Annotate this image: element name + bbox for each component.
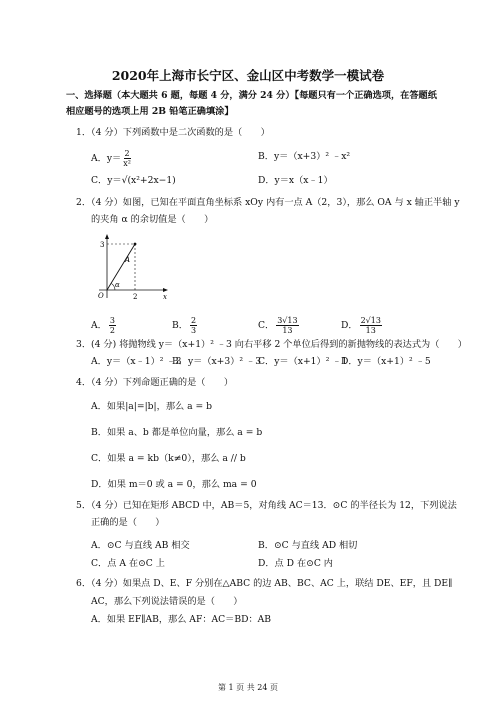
q3-option-a: A．y＝（x﹣1）² ﹣3 <box>91 356 182 367</box>
fraction-denominator: 3 <box>190 326 197 335</box>
q2-option-b <box>172 316 199 335</box>
x-axis-label: x <box>163 293 167 301</box>
fraction-denominator: x² <box>123 159 131 168</box>
q3-stem: 3．(4 分) 将抛物线 y＝（x+1）² ﹣3 向右平移 2 个单位后得到的新抛物线的表达式为（ ） <box>76 339 467 350</box>
q2-option-c-label: C． <box>258 320 275 331</box>
q2-option-c <box>258 316 301 335</box>
fraction-numerator: 2 <box>190 316 197 325</box>
q3-option-d: D．y＝（x+1）² ﹣5 <box>341 356 431 367</box>
fraction-numerator: 2√13 <box>360 316 381 325</box>
coordinate-figure <box>93 232 183 304</box>
fraction-numerator: 3√13 <box>277 316 298 325</box>
y-tick-label: 3 <box>100 241 105 249</box>
section-heading-line1: 一、选择题（本大题共 6 题，每题 4 分，满分 24 分）【每题只有一个正确选项，在答题纸 <box>66 90 437 101</box>
q6-stem-line1: 6．（4 分）如果点 D、E、F 分别在△ABC 的边 AB、BC、AC 上，联结 DE、EF，且 DE∥ <box>76 578 453 589</box>
q5-option-d: D．点 D 在⊙C 内 <box>258 558 333 569</box>
q4-option-b: B．如果 a、b 都是单位向量，那么 a = b <box>91 427 263 438</box>
q2-option-b-label: B． <box>172 320 188 331</box>
section-heading-line2: 相应题号的选项上用 2B 铅笔正确填涂】 <box>66 106 234 117</box>
q4-option-c: C．如果 a = kb（k≠0），那么 a // b <box>91 453 246 464</box>
q4-option-a: A．如果|a|=|b|，那么 a = b <box>91 401 213 412</box>
q3-option-c: C．y＝（x+1）² ﹣1 <box>258 356 348 367</box>
fraction-numerator: 3 <box>109 316 115 325</box>
angle-alpha-label: α <box>115 281 120 289</box>
fraction-numerator: 2 <box>124 149 130 158</box>
q2-option-a-label: A． <box>91 320 107 331</box>
q6-option-a: A．如果 EF∥AB，那么 AF：AC＝BD：AB <box>91 614 272 625</box>
point-a-dot <box>134 243 137 246</box>
q4-option-d: D．如果 m＝0 或 a = 0，那么 ma = 0 <box>91 479 257 490</box>
q5-stem-line2: 正确的是（ ） <box>91 517 165 528</box>
fraction-denominator: 13 <box>282 326 293 335</box>
q2-option-d-label: D． <box>341 320 358 331</box>
q5-stem-line1: 5．（4 分）已知在矩形 ABCD 中，AB＝5，对角线 AC＝13．⊙C 的半径长为 12，下列说法 <box>76 500 457 511</box>
q2-option-d <box>341 316 384 335</box>
y-axis-arrow-icon <box>105 234 109 239</box>
q3-option-b: B．y＝（x+3）² ﹣3 <box>172 356 262 367</box>
x-axis-arrow-icon <box>163 288 168 292</box>
fraction-denominator: 13 <box>365 326 376 335</box>
q1-option-a <box>91 149 133 168</box>
fraction-denominator: 2 <box>109 326 115 335</box>
x-tick-label: 2 <box>133 293 138 301</box>
q2-option-a-fraction <box>109 316 116 335</box>
q1-option-c: C．y＝√(x²+2x−1) <box>91 175 176 186</box>
q2-option-c-fraction <box>276 316 298 335</box>
q1-option-d: D．y＝x（x﹣1） <box>258 175 333 186</box>
q1-option-a-label: A．y＝ <box>91 153 122 164</box>
q5-option-c: C．点 A 在⊙C 上 <box>91 558 165 569</box>
q2-option-d-fraction <box>360 316 382 335</box>
page-footer: 第 1 页 共 24 页 <box>218 683 278 692</box>
q2-stem-line2: 的夹角 α 的余切值是（ ） <box>91 214 214 225</box>
segment-oa <box>107 244 135 290</box>
q6-stem-line2: AC，那么下列说法错误的是（ ） <box>91 596 243 607</box>
q1-stem: 1．（4 分）下列函数中是二次函数的是（ ） <box>76 127 270 138</box>
q1-option-a-fraction <box>123 149 131 168</box>
q2-option-b-fraction <box>190 316 197 335</box>
origin-label: O <box>98 292 104 300</box>
q2-stem-line1: 2．（4 分）如图，已知在平面直角坐标系 xOy 内有一点 A（2，3），那么 OA 与 x 轴正半轴 y <box>76 197 460 208</box>
point-a-label: A <box>125 256 131 264</box>
q5-option-a: A．⊙C 与直线 AB 相交 <box>91 540 190 551</box>
q2-option-a <box>91 316 118 335</box>
page-title: 2020年上海市长宁区、金山区中考数学一模试卷 <box>111 68 385 83</box>
q1-option-b: B．y＝（x+3）² ﹣x² <box>258 151 351 162</box>
q4-stem: 4．（4 分）下列命题正确的是（ ） <box>76 377 234 388</box>
q5-option-b: B．⊙C 与直线 AD 相切 <box>258 540 358 551</box>
